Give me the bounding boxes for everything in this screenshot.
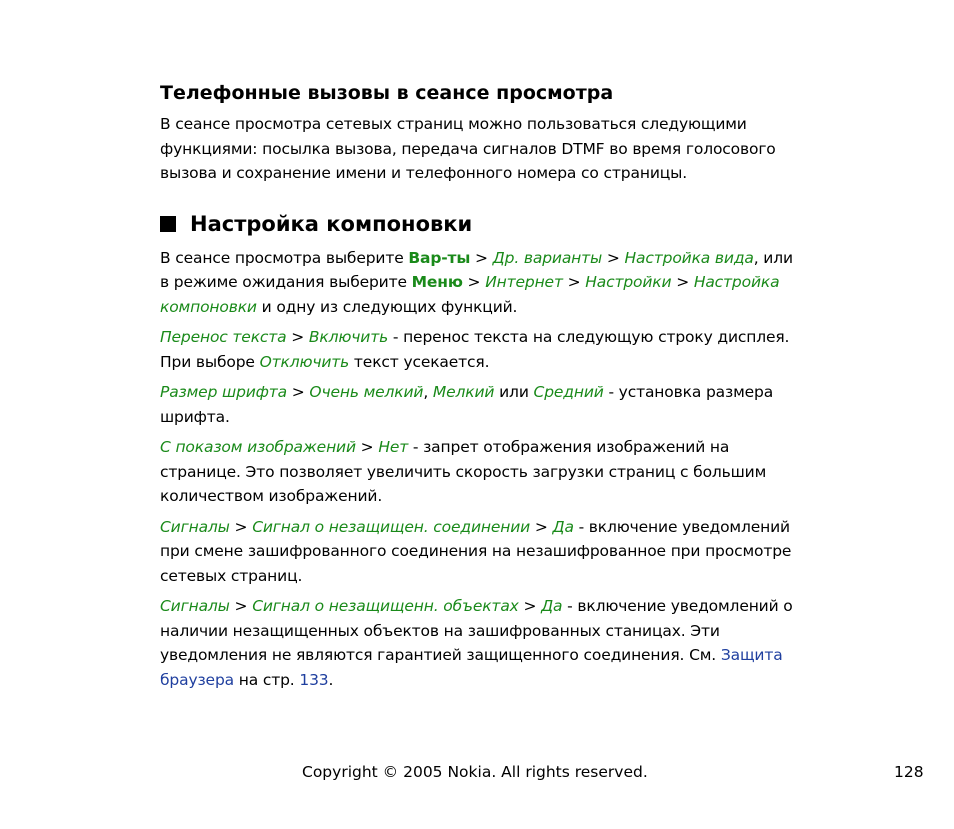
option-value: Средний [533, 383, 604, 401]
separator: > [518, 597, 542, 615]
option-label: С показом изображений [160, 438, 356, 456]
option-label: Размер шрифта [160, 383, 288, 401]
separator: > [286, 328, 309, 346]
option-description: . [328, 670, 334, 689]
menu-label: Меню [411, 273, 463, 291]
separator: > [530, 517, 553, 536]
menu-options-label: Вар-ты [408, 248, 471, 267]
separator: > [355, 438, 379, 456]
separator: > [602, 248, 625, 267]
option-insecure-objects-alert [160, 594, 800, 692]
section-square-icon [160, 216, 176, 232]
option-description: - включение уведомлений о наличии незащищенных объектов на зашифрованных станицах. Эти уведомления не являются гарантией защищенного соединения. См. [160, 597, 793, 664]
option-description: текст усекается. [349, 352, 490, 371]
option-description: - перенос текста на следующую строку дисплея. При выборе [160, 328, 790, 371]
separator: > [671, 273, 694, 291]
menu-layout-settings-label: Настройка компоновки [160, 273, 780, 316]
option-label: Сигналы [160, 597, 230, 615]
option-insecure-connection-alert [160, 515, 800, 589]
subsection-text: В сеансе просмотра сетевых страниц можно пользоваться следующими функциями: посылка вызова, передача сигналов DTMF во время голосового вызова и сохранение имени и телефонного номера со страницы. [160, 115, 776, 182]
page-number: 128 [894, 763, 924, 781]
option-description: - запрет отображения изображений на странице. Это позволяет увеличить скорость загрузки страниц с большим количеством изображений. [160, 438, 767, 505]
menu-other-options-label: Др. варианты [492, 248, 603, 267]
browser-security-link[interactable]: Защита браузера [160, 646, 783, 689]
menu-internet-label: Интернет [485, 273, 563, 291]
option-label: Сигналы [160, 517, 230, 536]
option-show-images [160, 435, 800, 509]
option-value: Мелкий [432, 383, 495, 401]
option-text-wrap [160, 325, 800, 374]
menu-settings-label: Настройки [585, 273, 672, 291]
separator: > [287, 383, 310, 401]
section-intro [160, 246, 800, 320]
option-value: Включить [308, 328, 389, 346]
intro-text: , или в режиме ожидания выберите [160, 248, 793, 291]
option-description: - включение уведомлений при смене зашифрованного соединения на незашифрованное при просмотре сетевых страниц. [160, 517, 792, 585]
separator: > [462, 273, 486, 291]
option-description: или [494, 383, 534, 401]
separator: > [229, 597, 253, 615]
option-value: Да [541, 597, 563, 615]
separator: > [470, 248, 493, 267]
intro-text: В сеансе просмотра выберите [160, 248, 409, 267]
option-sublabel: Сигнал о незащищен. соединении [252, 517, 531, 536]
page-reference-link[interactable]: 133 [299, 670, 329, 689]
section-title: Настройка компоновки [190, 211, 473, 236]
menu-view-settings-label: Настройка вида [624, 248, 754, 267]
page-content [160, 80, 800, 698]
option-value: Очень мелкий [309, 383, 424, 401]
option-description: , [423, 383, 433, 401]
option-description: на стр. [233, 670, 300, 689]
option-description: - установка размера шрифта. [160, 383, 774, 426]
separator: > [229, 517, 253, 536]
separator: > [562, 273, 586, 291]
option-label: Перенос текста [160, 328, 287, 346]
intro-text: и одну из следующих функций. [256, 297, 518, 316]
subsection-title: Телефонные вызовы в сеансе просмотра [160, 82, 614, 104]
option-value: Да [552, 517, 574, 536]
section-heading [160, 210, 800, 238]
option-font-size [160, 380, 800, 429]
copyright-text: Copyright © 2005 Nokia. All rights reserved. [302, 763, 648, 781]
option-value: Нет [378, 438, 409, 456]
option-value: Отключить [259, 352, 350, 371]
option-sublabel: Сигнал о незащищенн. объектах [252, 597, 519, 615]
